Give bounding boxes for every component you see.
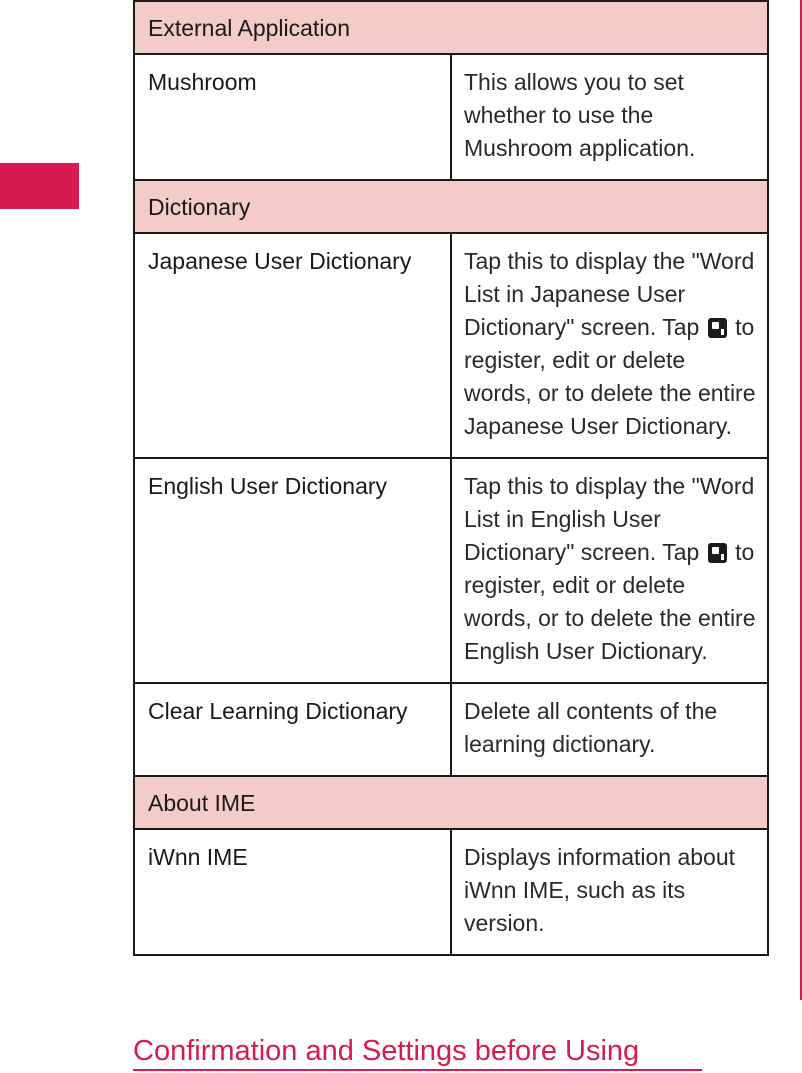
desc-text-before: Tap this to display the "Word List in English User Dictionary" screen. Tap: [464, 473, 755, 565]
section-header-row: [134, 1, 768, 54]
table-row: [134, 54, 768, 180]
setting-name-english-dict: English User Dictionary: [134, 458, 451, 683]
table-row: [134, 683, 768, 776]
setting-desc-mushroom: This allows you to set whether to use the Mushroom application.: [451, 54, 768, 180]
setting-name-mushroom: Mushroom: [134, 54, 451, 180]
section-header-external: External Application: [134, 1, 768, 54]
setting-desc-iwnn: Displays information about iWnn IME, such as its version.: [451, 829, 768, 955]
ime-settings-table: [133, 0, 769, 956]
menu-key-icon: [708, 543, 727, 563]
desc-text-after: to register, edit or delete words, or to delete the entire English User Dictionary.: [464, 539, 756, 664]
chapter-footer-title: Confirmation and Settings before Using: [133, 1033, 702, 1071]
section-header-row: [134, 776, 768, 829]
table-row: [134, 458, 768, 683]
setting-desc-english-dict: [451, 458, 768, 683]
desc-text-after: to register, edit or delete words, or to delete the entire Japanese User Dictionary.: [464, 314, 756, 439]
menu-key-icon: [708, 318, 727, 338]
setting-name-japanese-dict: Japanese User Dictionary: [134, 233, 451, 458]
setting-desc-japanese-dict: [451, 233, 768, 458]
setting-desc-clear-learning: Delete all contents of the learning dictionary.: [451, 683, 768, 776]
section-header-about: About IME: [134, 776, 768, 829]
desc-text-before: Tap this to display the "Word List in Japanese User Dictionary" screen. Tap: [464, 248, 755, 340]
section-header-dictionary: Dictionary: [134, 180, 768, 233]
section-header-row: [134, 180, 768, 233]
setting-name-iwnn: iWnn IME: [134, 829, 451, 955]
table-row: [134, 233, 768, 458]
setting-name-clear-learning: Clear Learning Dictionary: [134, 683, 451, 776]
table-row: [134, 829, 768, 955]
chapter-tab: [0, 163, 79, 209]
